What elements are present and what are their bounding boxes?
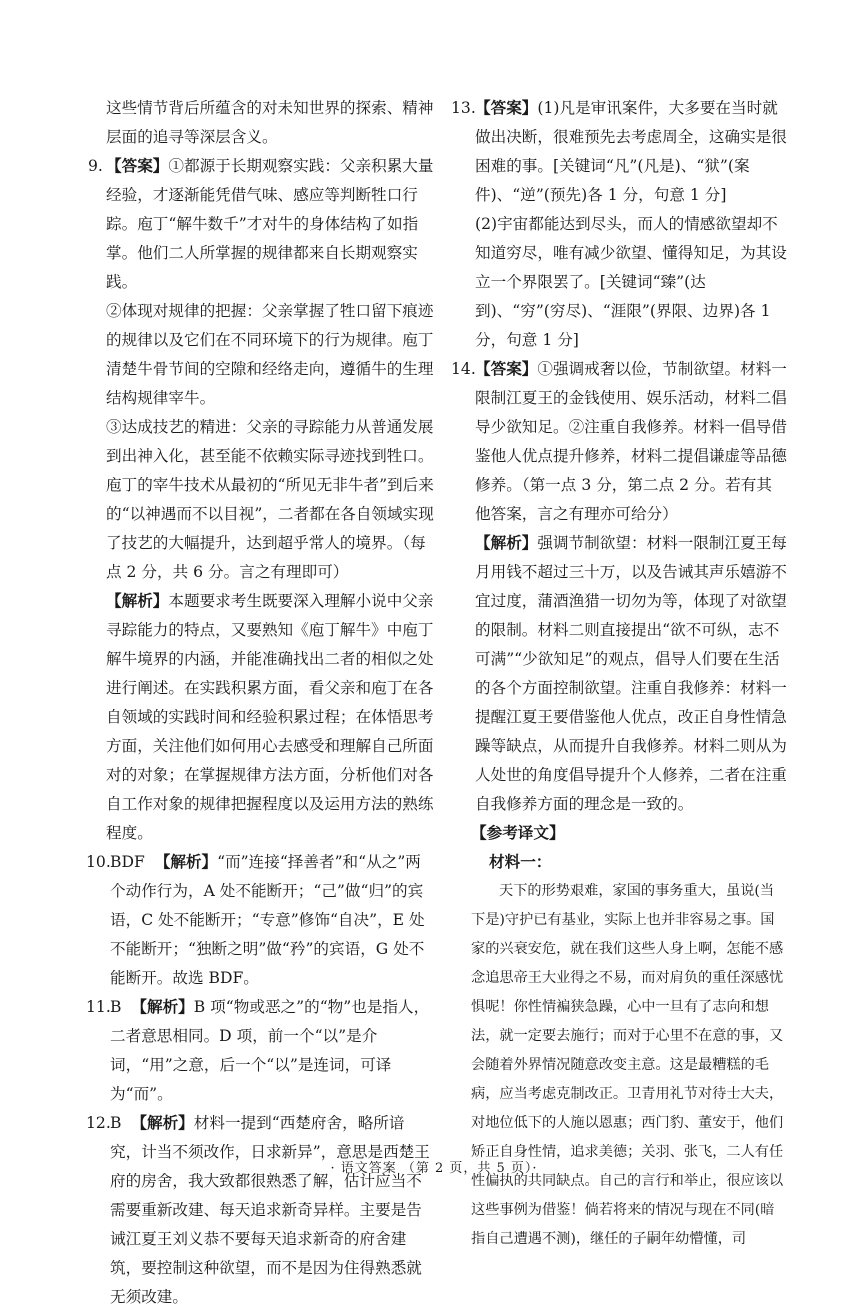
analysis-tag: 【解析】 bbox=[131, 1114, 194, 1132]
q14-analysis: 强调节制欲望：材料一限制江夏王每月用钱不超过三十万，以及告诫其声乐嬉游不宜过度，蒲酒渔猎一切勿为等，体现了对欲望的限制。材料二则直接提出“欲不可纵，志不可满”“少欲知足”的观点，倡导人们要在生活的各个方面控制欲望。注重自我修养：材料一提醒江夏王要借鉴他人优点，改正自身性情急躁等缺点，从而提升自我修养。材料二则从为人处世的角度倡导提升个人修养，二者在注重自我修养方面的理念是一致的。 bbox=[475, 534, 787, 813]
q10-answer: BDF bbox=[110, 853, 145, 871]
question-number: 10. bbox=[86, 853, 111, 871]
analysis-tag: 【解析】 bbox=[475, 534, 538, 552]
answer-tag: 【答案】 bbox=[475, 360, 538, 378]
question-14 bbox=[453, 355, 787, 819]
left-column bbox=[88, 94, 434, 1312]
page-footer: · 语文答案 （第 2 页，共 5 页）· bbox=[330, 1161, 538, 1176]
question-13 bbox=[453, 94, 787, 355]
q12-analysis: 材料一提到“西楚府舍，略所谙究，计当不须改作，日求新异”，意思是西楚王府的房舍，我大致都很熟悉了解，估计应当不需要重新改建、每天追求新奇异样。主要是告诫江夏王刘义恭不要每天追求新奇的府舍建筑，要控制这种欲望，而不是因为住得熟悉就无须改建。 bbox=[110, 1114, 430, 1306]
q11-analysis: B 项“物或恶之”的“物”也是指人，二者意思相同。D 项，前一个“以”是介词，“用”之意，后一个“以”是连词，可译为“而”。 bbox=[110, 998, 430, 1103]
question-10 bbox=[88, 848, 434, 993]
q12-answer: B bbox=[110, 1114, 122, 1132]
q10-analysis: “而”连接“择善者”和“从之”两个动作行为，A 处不能断开；“己”做“归”的宾语，C 处不能断开；“专意”修饰“自决”，E 处不能断开；“独断之明”做“矜”的宾语，G 处不能断开。故选 BDF。 bbox=[110, 853, 425, 987]
question-12 bbox=[88, 1109, 434, 1312]
q11-answer: B bbox=[110, 998, 122, 1016]
question-11 bbox=[88, 993, 434, 1109]
right-column bbox=[453, 94, 787, 1254]
intro-paragraph: 这些情节背后所蕴含的对未知世界的探索、精神层面的追寻等深层含义。 bbox=[106, 99, 434, 146]
q13-answer-1: (1)凡是审讯案件，大多要在当时就做出决断，很难预先去考虑周全，这确实是很困难的事。[关键词“凡”(凡是)、“狱”(案件)、“逆”(预先)各 1 分，句意 1 分] bbox=[475, 99, 787, 204]
material-one-label: 材料一： bbox=[489, 853, 552, 871]
question-number: 13. bbox=[451, 99, 476, 117]
question-number: 9. bbox=[88, 157, 103, 175]
translation-text: 天下的形势艰难，家国的事务重大，虽说(当下是)守护已有基业，实际上也并非容易之事。国家的兴衰安危，就在我们这些人身上啊，怎能不感念追思帝王大业得之不易，而对肩负的重任深感忧惧呢！你性情褊狭急躁，心中一旦有了志向和想法，就一定要去施行；而对于心里不在意的事，又会随着外界情况随意改变主意。这是最糟糕的毛病，应当考虑克制改正。卫青用礼节对待士大夫，对地位低下的人施以恩惠；西门豹、董安于，他们矫正自身性情，追求美德；关羽、张飞，二人有任性偏执的共同缺点。自己的言行和举止，很应该以这些事例为借鉴！倘若将来的情况与现在不同(暗指自己遭遇不测)，继任的子嗣年幼懵懂，司 bbox=[471, 883, 784, 1247]
q14-answer: ①强调戒奢以俭，节制欲望。材料一限制江夏王的金钱使用、娱乐活动，材料二倡导少欲知足。②注重自我修养。材料一倡导借鉴他人优点提升修养，材料二提倡谦虚等品德修养。（第一点 3 分，第二点 2 分。若有其他答案，言之有理亦可给分） bbox=[475, 360, 787, 523]
answer-tag: 【答案】 bbox=[106, 157, 169, 175]
question-9 bbox=[88, 152, 434, 848]
analysis-tag: 【解析】 bbox=[106, 592, 169, 610]
answer-tag: 【答案】 bbox=[475, 99, 538, 117]
question-number: 11. bbox=[86, 998, 111, 1016]
q9-answer-point-2: ②体现对规律的把握：父亲掌握了牲口留下痕迹的规律以及它们在不同环境下的行为规律。庖丁清楚牛骨节间的空隙和经络走向，遵循牛的生理结构规律宰牛。 bbox=[106, 302, 434, 407]
analysis-tag: 【解析】 bbox=[154, 853, 218, 871]
q9-answer-point-3: ③达成技艺的精进：父亲的寻踪能力从普通发展到出神入化，甚至能不依赖实际寻迹找到牲口。庖丁的宰牛技术从最初的“所见无非牛者”到后来的“以神遇而不以目视”，二者都在各自领域实现了技艺的大幅提升，达到超乎常人的境界。（每点 2 分，共 6 分。言之有理即可） bbox=[106, 418, 434, 581]
q9-answer-point-1: ①都源于长期观察实践：父亲积累大量经验，才逐渐能凭借气味、感应等判断牲口行踪。庖丁“解牛数千”才对牛的身体结构了如指掌。他们二人所掌握的规律都来自长期观察实践。 bbox=[106, 157, 434, 291]
question-number: 12. bbox=[86, 1114, 111, 1132]
q9-analysis: 本题要求考生既要深入理解小说中父亲寻踪能力的特点，又要熟知《庖丁解牛》中庖丁解牛境界的内涵，并能准确找出二者的相似之处进行阐述。在实践积累方面，看父亲和庖丁在各自领域的实践时间和经验积累过程；在体悟思考方面，关注他们如何用心去感受和理解自己所面对的对象；在掌握规律方法方面，分析他们对各自工作对象的规律把握程度以及运用方法的熟练程度。 bbox=[106, 592, 434, 842]
q13-answer-2: (2)宇宙都能达到尽头，而人的情感欲望却不知道穷尽，唯有减少欲望、懂得知足，为其设立一个界限罢了。[关键词“臻”(达到)、“穷”(穷尽)、“涯限”(界限、边界)各 1 分，句意 1 分] bbox=[475, 215, 787, 349]
analysis-tag: 【解析】 bbox=[131, 998, 194, 1016]
question-number: 14. bbox=[451, 360, 476, 378]
reference-translation-title: 【参考译文】 bbox=[471, 824, 565, 842]
